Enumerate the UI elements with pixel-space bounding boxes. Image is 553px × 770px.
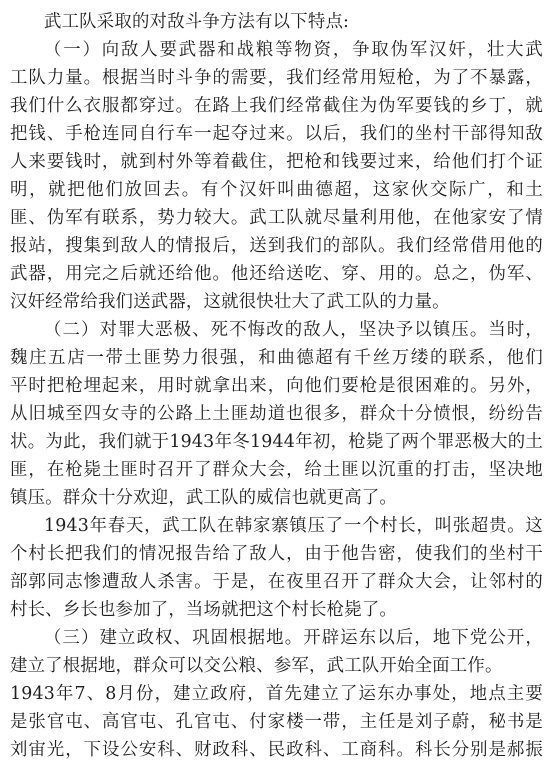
paragraph-1-line-3: 我们什么衣服都穿过。在路上我们经常截住为伪军要钱的乡丁，就: [10, 96, 543, 116]
document-page: [10, 8, 543, 764]
paragraph-2-line-7: 镇压。群众十分欢迎，武工队的威信也就更高了。: [10, 488, 397, 508]
paragraph-3-line-2: 个村长把我们的情况报告给了敌人，由于他告密，使我们的坐村干: [10, 544, 543, 564]
paragraph-1-line-1: （一）向敌人要武器和战粮等物资，争取伪军汉奸，壮大武: [44, 40, 543, 60]
paragraph-1-line-5: 人来要钱时，就到村外等着截住，把枪和钱要过来，给他们打个证: [10, 152, 543, 172]
paragraph-4-line-5: 刘宙光，下设公安科、财政科、民政科、工商科。科长分别是郝振: [10, 740, 543, 760]
paragraph-3-line-4: 村长、乡长也参加了，当场就把这个村长枪毙了。: [10, 600, 397, 620]
paragraph-3-line-3: 部郭同志惨遭敌人杀害。于是，在夜里召开了群众大会，让邻村的: [10, 572, 543, 592]
paragraph-2-line-4: 从旧城至四女寺的公路上土匪劫道也很多，群众十分愤恨，纷纷告: [10, 404, 543, 424]
paragraph-1-line-6: 明，就把他们放回去。有个汉奸叫曲德超，这家伙交际广，和土: [10, 180, 543, 200]
paragraph-2-line-3: 平时把枪埋起来，用时就拿出来，向他们要枪是很困难的。另外，: [10, 376, 543, 396]
paragraph-4-line-2: 建立了根据地，群众可以交公粮、参军，武工队开始全面工作。: [10, 656, 503, 676]
paragraph-1-line-4: 把钱、手枪连同自行车一起夺过来。以后，我们的坐村干部得知敌: [10, 124, 543, 144]
paragraph-2-line-2: 魏庄五店一带土匪势力很强，和曲德超有千丝万缕的联系，他们: [10, 348, 543, 368]
paragraph-1-line-10: 汉奸经常给我们送武器，这就很快壮大了武工队的力量。: [10, 292, 450, 312]
intro-line: 武工队采取的对敌斗争方法有以下特点:: [44, 12, 350, 32]
paragraph-1-line-8: 报站，搜集到敌人的情报后，送到我们的部队。我们经常借用他的: [10, 236, 543, 256]
paragraph-1-line-7: 匪、伪军有联系，势力较大。武工队就尽量利用他，在他家安了情: [10, 208, 543, 228]
paragraph-4-line-4: 是张官屯、高官屯、孔官屯、付家楼一带，主任是刘子蔚，秘书是: [10, 712, 543, 732]
paragraph-2-line-5: 状。为此，我们就于1943年冬1944年初，枪毙了两个罪恶极大的土: [10, 432, 543, 452]
paragraph-2-line-6: 匪，在枪毙土匪时召开了群众大会，给土匪以沉重的打击，坚决地: [10, 460, 543, 480]
paragraph-3-line-1: 1943年春天，武工队在韩家寨镇压了一个村长，叫张超贵。这: [44, 516, 543, 536]
paragraph-4-line-3: 1943年7、8月份，建立政府，首先建立了运东办事处，地点主要: [10, 684, 543, 704]
paragraph-4-line-1: （三）建立政权、巩固根据地。开辟运东以后，地下党公开，: [44, 628, 543, 648]
paragraph-1-line-2: 工队力量。根据当时斗争的需要，我们经常用短枪，为了不暴露，: [10, 68, 543, 88]
paragraph-1-line-9: 武器，用完之后就还给他。他还给送吃、穿、用的。总之，伪军、: [10, 264, 543, 284]
paragraph-2-line-1: （二）对罪大恶极、死不悔改的敌人，坚决予以镇压。当时，: [44, 320, 543, 340]
